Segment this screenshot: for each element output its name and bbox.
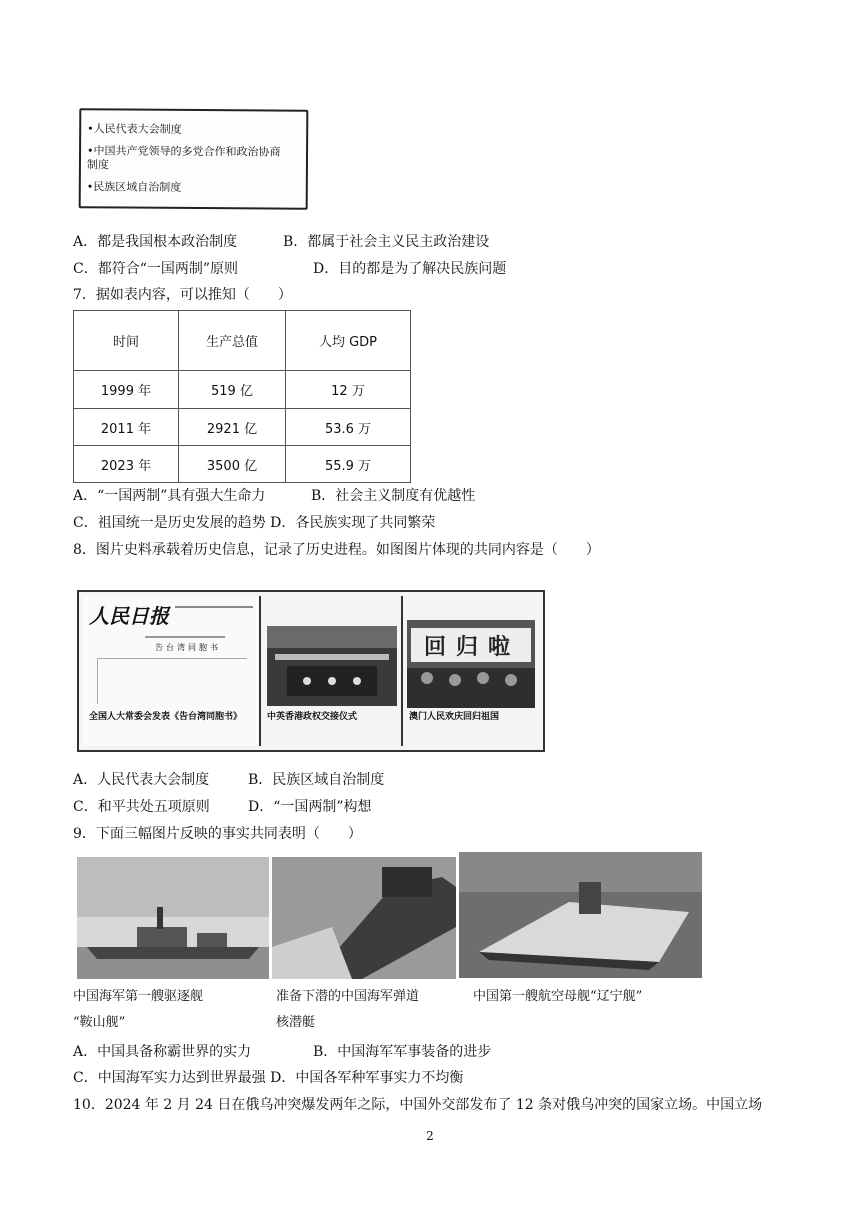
text-line	[97, 658, 247, 659]
table-cell: 2023 年	[74, 446, 179, 483]
table-header-row	[74, 311, 411, 371]
q9-stem: 9．下面三幅图片反映的事实共同表明（ ）	[73, 826, 362, 842]
table-cell: 12 万	[286, 371, 411, 409]
box-item: •中国共产党领导的多党合作和政治协商	[87, 144, 281, 159]
table-header: 人均 GDP	[286, 311, 411, 371]
historical-photos-strip	[77, 590, 545, 752]
q9-option-b[interactable]: B．中国海军军事装备的进步	[313, 1044, 492, 1060]
table-cell: 519 亿	[179, 371, 286, 409]
table-cell: 2011 年	[74, 409, 179, 446]
table-cell: 2921 亿	[179, 409, 286, 446]
table-cell: 55.9 万	[286, 446, 411, 483]
caption-line: 核潜艇	[276, 1015, 316, 1030]
submarine-photo	[272, 857, 456, 979]
macau-panel	[403, 596, 541, 746]
carrier-caption	[473, 984, 642, 1010]
q6-option-d[interactable]: D．目的都是为了解决民族问题	[313, 261, 507, 277]
hk-handover-panel	[261, 596, 403, 746]
caption-line: “鞍山舰”	[73, 1015, 126, 1030]
newspaper-panel	[83, 596, 261, 746]
masthead-line	[175, 606, 253, 608]
page-number: 2	[426, 1129, 434, 1143]
destroyer-photo	[77, 857, 269, 979]
hk-caption: 中英香港政权交接仪式	[267, 712, 358, 722]
q9-option-cd[interactable]: C．中国海军实力达到世界最强 D．中国各军种军事实力不均衡	[73, 1070, 464, 1086]
caption-line: 准备下潜的中国海军弹道	[276, 989, 420, 1004]
table-row	[74, 371, 411, 409]
caption-line: 中国海军第一艘驱逐舰	[73, 989, 204, 1004]
political-systems-box	[79, 108, 309, 210]
box-item: 制度	[86, 158, 110, 172]
q8-option-b[interactable]: B．民族区域自治制度	[248, 772, 385, 788]
newspaper-logo: 人民日报	[89, 604, 169, 628]
q8-option-c[interactable]: C．和平共处五项原则	[73, 799, 210, 815]
table-header: 时间	[74, 311, 179, 371]
q6-option-a[interactable]: A．都是我国根本政治制度	[73, 234, 238, 250]
box-item: •人民代表大会制度	[87, 122, 182, 136]
q8-option-d[interactable]: D．“一国两制”构想	[248, 799, 372, 815]
text-line	[145, 636, 225, 638]
hk-handover-photo	[267, 626, 397, 706]
q7-option-cd[interactable]: C．祖国统一是历史发展的趋势 D．各民族实现了共同繁荣	[73, 515, 436, 531]
newspaper-caption: 全国人大常委会发表《告台湾同胞书》	[89, 712, 243, 722]
destroyer-caption	[73, 984, 203, 1036]
newspaper-heading: 告台湾同胞书	[155, 643, 221, 652]
q7-option-b[interactable]: B．社会主义制度有优越性	[311, 488, 476, 504]
q8-option-a[interactable]: A．人民代表大会制度	[73, 772, 210, 788]
q7-stem: 7．据如表内容，可以推知（ ）	[73, 287, 292, 303]
table-cell: 1999 年	[74, 371, 179, 409]
table-cell: 53.6 万	[286, 409, 411, 446]
submarine-caption	[276, 984, 419, 1036]
table-row	[74, 446, 411, 483]
table-cell: 3500 亿	[179, 446, 286, 483]
text-line	[97, 658, 98, 704]
q9-option-a[interactable]: A．中国具备称霸世界的实力	[73, 1044, 252, 1060]
q6-option-c[interactable]: C．都符合“一国两制”原则	[73, 261, 239, 277]
table-row	[74, 409, 411, 446]
box-item: •民族区域自治制度	[86, 180, 182, 194]
macau-caption: 澳门人民欢庆回归祖国	[409, 712, 500, 722]
aircraft-carrier-photo	[459, 852, 702, 978]
welcome-back-sign: 回归啦	[423, 635, 520, 660]
q10-stem: 10．2024 年 2 月 24 日在俄乌冲突爆发两年之际，中国外交部发布了 12 条对俄乌冲突的国家立场。中国立场	[73, 1097, 763, 1113]
gdp-table	[73, 310, 411, 483]
q8-stem: 8．图片史料承载着历史信息，记录了历史进程。如图图片体现的共同内容是（ ）	[73, 542, 600, 558]
q7-option-a[interactable]: A．“一国两制”具有强大生命力	[73, 488, 266, 504]
q6-option-b[interactable]: B．都属于社会主义民主政治建设	[283, 234, 490, 250]
table-header: 生产总值	[179, 311, 286, 371]
caption-line: 中国第一艘航空母舰“辽宁舰”	[473, 989, 643, 1004]
